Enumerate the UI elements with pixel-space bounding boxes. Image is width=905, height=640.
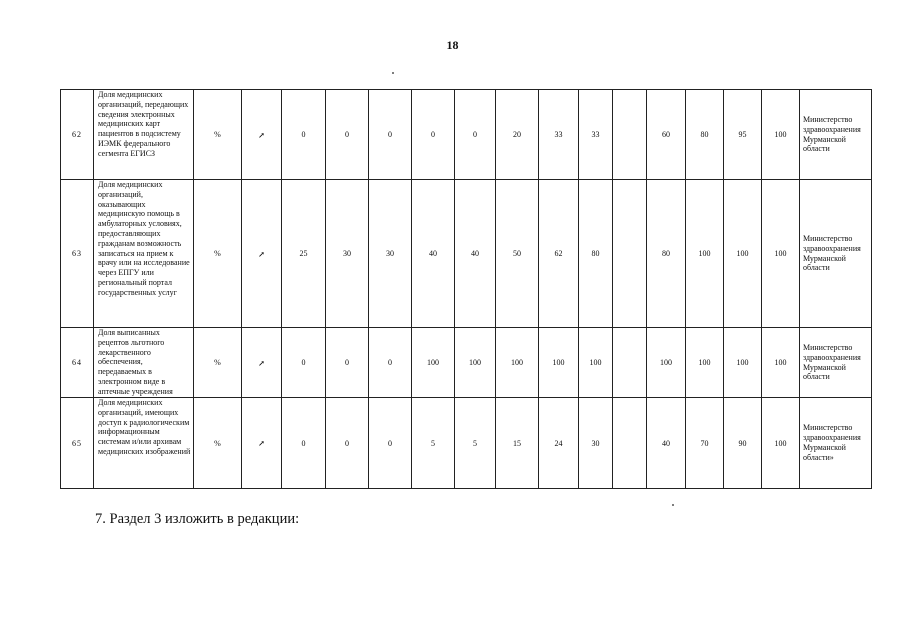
page-number: 18 bbox=[446, 38, 459, 52]
value-cell: 80 bbox=[647, 180, 686, 328]
value-cell: 95 bbox=[724, 90, 762, 180]
section-heading: 7. Раздел 3 изложить в редакции: bbox=[95, 511, 300, 527]
value-cell: 40 bbox=[647, 398, 686, 489]
value-cell: 50 bbox=[496, 180, 539, 328]
value-cell: 25 bbox=[282, 180, 326, 328]
value-cell: 0 bbox=[282, 90, 326, 180]
unit-cell: % bbox=[194, 398, 242, 489]
value-cell: 100 bbox=[724, 180, 762, 328]
value-cell: 100 bbox=[762, 328, 800, 398]
value-cell: 62 bbox=[539, 180, 579, 328]
responsible-org: Министерство здравоохранения Мурманской области bbox=[800, 328, 872, 398]
indicator-name: Доля медицинских организаций, передающих сведения электронных медицинских карт пациентов в подсистему ИЭМК федерального сегмента ЕГИСЗ bbox=[94, 90, 194, 180]
value-cell: 0 bbox=[412, 90, 455, 180]
value-cell: 100 bbox=[539, 328, 579, 398]
responsible-org: Министерство здравоохранения Мурманской области bbox=[800, 90, 872, 180]
value-cell: 0 bbox=[326, 90, 369, 180]
value-cell: 24 bbox=[539, 398, 579, 489]
indicators-table bbox=[60, 89, 872, 489]
value-cell: 70 bbox=[686, 398, 724, 489]
value-cell: 33 bbox=[539, 90, 579, 180]
value-cell: 100 bbox=[496, 328, 539, 398]
table-row bbox=[61, 398, 872, 489]
indicator-name: Доля выписанных рецептов льготного лекарственного обеспечения, передаваемых в электронном виде в аптечные учреждения bbox=[94, 328, 194, 398]
value-cell: 100 bbox=[762, 398, 800, 489]
value-cell: 90 bbox=[724, 398, 762, 489]
trend-arrow-icon: ↗ bbox=[242, 180, 282, 328]
value-cell: 30 bbox=[369, 180, 412, 328]
value-cell: 40 bbox=[412, 180, 455, 328]
table-row bbox=[61, 90, 872, 180]
value-cell bbox=[613, 180, 647, 328]
value-cell: 0 bbox=[282, 398, 326, 489]
trend-arrow-icon: ↗ bbox=[242, 328, 282, 398]
trend-arrow-icon: ↗ bbox=[242, 398, 282, 489]
value-cell: 100 bbox=[579, 328, 613, 398]
value-cell: 100 bbox=[724, 328, 762, 398]
value-cell: 5 bbox=[455, 398, 496, 489]
value-cell: 15 bbox=[496, 398, 539, 489]
value-cell: 40 bbox=[455, 180, 496, 328]
value-cell: 33 bbox=[579, 90, 613, 180]
value-cell: 20 bbox=[496, 90, 539, 180]
unit-cell: % bbox=[194, 90, 242, 180]
value-cell: 80 bbox=[579, 180, 613, 328]
value-cell bbox=[613, 398, 647, 489]
scan-speck bbox=[392, 72, 394, 74]
value-cell: 5 bbox=[412, 398, 455, 489]
value-cell: 30 bbox=[326, 180, 369, 328]
value-cell: 100 bbox=[647, 328, 686, 398]
table-row bbox=[61, 328, 872, 398]
value-cell: 0 bbox=[282, 328, 326, 398]
row-number: 65 bbox=[61, 398, 94, 489]
value-cell: 100 bbox=[762, 90, 800, 180]
value-cell bbox=[613, 90, 647, 180]
value-cell: 0 bbox=[369, 328, 412, 398]
responsible-org: Министерство здравоохранения Мурманской области bbox=[800, 180, 872, 328]
value-cell: 0 bbox=[326, 398, 369, 489]
value-cell: 0 bbox=[369, 398, 412, 489]
value-cell: 100 bbox=[762, 180, 800, 328]
responsible-org: Министерство здравоохранения Мурманской области» bbox=[800, 398, 872, 489]
indicator-name: Доля медицинских организаций, имеющих доступ к радиологическим информационным системам и/или архивам медицинских изображений bbox=[94, 398, 194, 489]
row-number: 62 bbox=[61, 90, 94, 180]
value-cell: 100 bbox=[412, 328, 455, 398]
value-cell: 30 bbox=[579, 398, 613, 489]
unit-cell: % bbox=[194, 328, 242, 398]
value-cell: 100 bbox=[686, 180, 724, 328]
value-cell: 60 bbox=[647, 90, 686, 180]
value-cell bbox=[613, 328, 647, 398]
trend-arrow-icon: ↗ bbox=[242, 90, 282, 180]
value-cell: 100 bbox=[686, 328, 724, 398]
unit-cell: % bbox=[194, 180, 242, 328]
value-cell: 100 bbox=[455, 328, 496, 398]
value-cell: 0 bbox=[455, 90, 496, 180]
table-row bbox=[61, 180, 872, 328]
row-number: 64 bbox=[61, 328, 94, 398]
scan-speck bbox=[672, 504, 674, 506]
value-cell: 0 bbox=[326, 328, 369, 398]
value-cell: 0 bbox=[369, 90, 412, 180]
value-cell: 80 bbox=[686, 90, 724, 180]
indicator-name: Доля медицинских организаций, оказывающих медицинскую помощь в амбулаторных условиях, предоставляющих гражданам возможность записаться на прием к врачу или на исследование через ЕПГУ или региональный портал государственных услуг bbox=[94, 180, 194, 328]
row-number: 63 bbox=[61, 180, 94, 328]
